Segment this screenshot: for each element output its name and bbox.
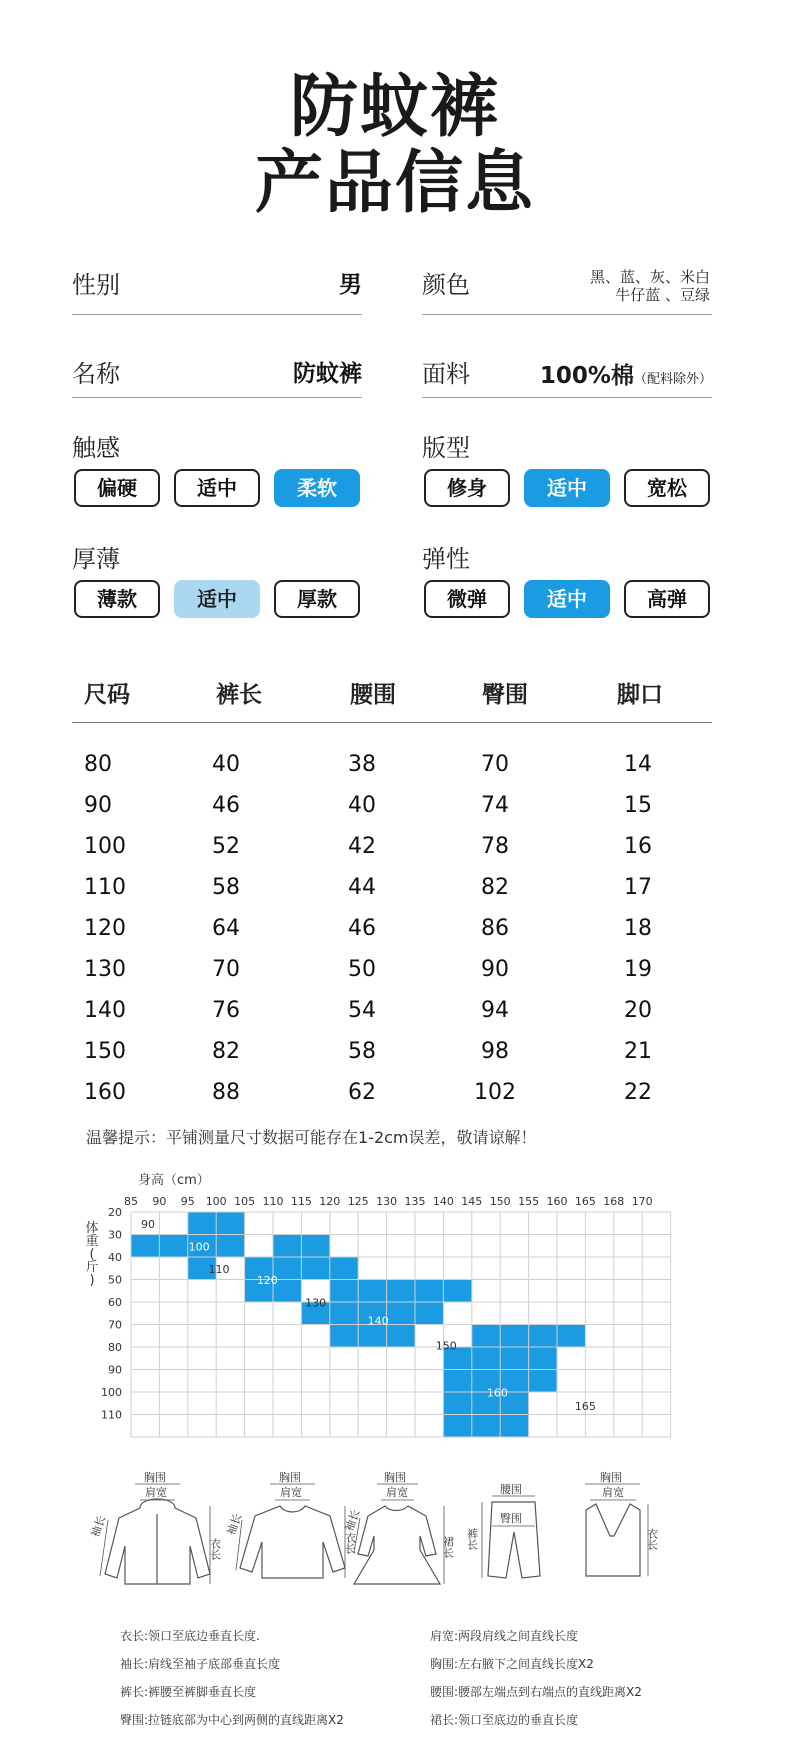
g2-chest-label: 胸围 (279, 1471, 301, 1484)
chart-y-tick: 60 (108, 1296, 122, 1309)
table-header-hem: 脚口 (617, 682, 663, 708)
chart-y-title-char: ( (89, 1247, 95, 1262)
thickness-option-thin: 薄款 (74, 580, 160, 618)
table-header-waist: 腰围 (350, 682, 396, 708)
table-cell-size: 160 (84, 1080, 126, 1105)
g1-length-label: 衣长 (208, 1538, 222, 1560)
table-cell-length: 64 (212, 916, 240, 941)
table-header-size: 尺码 (84, 682, 130, 708)
table-cell-hem: 15 (624, 793, 652, 818)
chart-y-title-char: 体 (85, 1221, 99, 1236)
table-cell-waist: 38 (348, 752, 376, 777)
name-label: 名称 (72, 360, 120, 388)
table-cell-hem: 21 (624, 1039, 652, 1064)
table-cell-length: 70 (212, 957, 240, 982)
g2-sleeve-label: 袖长 (224, 1511, 245, 1538)
feel-option-medium: 适中 (174, 469, 260, 507)
def-garment-length: 衣长:领口至底边垂直长度. (120, 1629, 260, 1643)
page-title-line1: 防蚊裤 (289, 68, 500, 147)
table-cell-waist: 42 (348, 834, 376, 859)
elasticity-option-high: 高弹 (624, 580, 710, 618)
table-cell-length: 76 (212, 998, 240, 1023)
table-cell-size: 100 (84, 834, 126, 859)
chart-size-block (443, 1370, 471, 1393)
table-cell-length: 40 (212, 752, 240, 777)
table-cell-size: 90 (84, 793, 112, 818)
color-rule (422, 314, 712, 315)
fit-option-regular: 适中 (524, 469, 610, 507)
def-skirt-length: 裙长:领口至底边的垂直长度 (430, 1713, 579, 1727)
chart-x-tick: 160 (546, 1195, 568, 1208)
chart-size-label: 100 (188, 1240, 210, 1254)
table-header-hip: 臀围 (482, 682, 528, 708)
table-cell-hip: 94 (481, 998, 509, 1023)
chart-y-tick: 20 (108, 1206, 122, 1219)
table-cell-hem: 14 (624, 752, 652, 777)
elasticity-option-slight: 微弹 (424, 580, 510, 618)
table-cell-length: 52 (212, 834, 240, 859)
fit-option-loose: 宽松 (624, 469, 710, 507)
fabric-note: （配料除外） (633, 372, 712, 387)
chart-x-tick: 140 (432, 1195, 454, 1208)
color-value (520, 268, 710, 304)
jacket-diagram (88, 1470, 222, 1584)
name-rule (72, 397, 362, 398)
thickness-option-thick: 厚款 (274, 580, 360, 618)
chart-x-tick: 85 (124, 1195, 138, 1208)
chart-x-tick: 150 (489, 1195, 511, 1208)
measurement-note: 温馨提示：平铺测量尺寸数据可能存在1-2cm误差，敬请谅解！ (86, 1128, 537, 1147)
g3-sleeve-label: 袖长 (342, 1507, 363, 1534)
fabric-rule (422, 397, 712, 398)
chart-x-tick: 135 (404, 1195, 426, 1208)
g5-chest-label: 胸围 (600, 1471, 622, 1484)
def-shoulder-width: 肩宽:两段肩线之间直线长度 (430, 1629, 579, 1643)
table-cell-length: 82 (212, 1039, 240, 1064)
elasticity-option-medium: 适中 (524, 580, 610, 618)
chart-size-block (500, 1325, 585, 1348)
height-weight-chart (0, 1170, 790, 1450)
fabric-percent: 100%棉 (539, 363, 634, 389)
g3-length-label: 裙长 (441, 1536, 455, 1558)
table-cell-size: 80 (84, 752, 112, 777)
g5-length-label: 衣长 (645, 1528, 659, 1550)
g1-sleeve-label: 袖长 (88, 1513, 109, 1540)
def-chest: 胸围:左右腋下之间直线长度X2 (430, 1657, 594, 1671)
table-cell-hem: 20 (624, 998, 652, 1023)
table-cell-hem: 17 (624, 875, 652, 900)
chart-x-tick: 155 (518, 1195, 540, 1208)
table-header-rule (72, 722, 712, 723)
table-cell-waist: 46 (348, 916, 376, 941)
table-cell-waist: 40 (348, 793, 376, 818)
chart-size-label: 165 (574, 1400, 596, 1413)
chart-y-tick: 40 (108, 1251, 122, 1264)
chart-y-tick: 100 (101, 1386, 122, 1399)
table-cell-waist: 62 (348, 1080, 376, 1105)
chart-size-label: 150 (435, 1339, 457, 1353)
table-cell-hem: 19 (624, 957, 652, 982)
thickness-option-medium: 适中 (174, 580, 260, 618)
feel-label: 触感 (72, 434, 120, 462)
pants-diagram (466, 1483, 541, 1578)
chart-size-block (472, 1370, 557, 1393)
fit-label: 版型 (422, 434, 470, 462)
chart-size-label: 110 (208, 1262, 230, 1276)
table-cell-size: 140 (84, 998, 126, 1023)
table-cell-hip: 82 (481, 875, 509, 900)
table-cell-hem: 22 (624, 1080, 652, 1105)
gender-value: 男 (339, 272, 362, 298)
elasticity-label: 弹性 (422, 545, 470, 573)
g3-shoulder-label: 肩宽 (386, 1486, 408, 1499)
color-value-line2: 牛仔蓝 、豆绿 (615, 286, 710, 304)
chart-x-tick: 105 (234, 1195, 256, 1208)
chart-y-title-char: ) (89, 1273, 95, 1288)
table-cell-size: 110 (84, 875, 126, 900)
dress-diagram (342, 1470, 455, 1584)
table-cell-size: 130 (84, 957, 126, 982)
chart-size-label: 120 (256, 1274, 278, 1287)
fabric-label: 面料 (422, 360, 470, 388)
color-label: 颜色 (422, 271, 470, 299)
chart-y-title-char: 斤 (85, 1260, 99, 1275)
table-cell-length: 88 (212, 1080, 240, 1105)
chart-x-tick: 90 (152, 1195, 167, 1208)
table-header-length: 裤长 (216, 682, 262, 708)
g2-length-label: 衣长 (343, 1532, 357, 1554)
chart-size-block (472, 1325, 500, 1348)
chart-x-tick: 165 (574, 1195, 596, 1208)
chart-x-tick: 110 (262, 1195, 284, 1208)
chart-size-label: 140 (367, 1314, 389, 1328)
table-cell-hem: 16 (624, 834, 652, 859)
table-cell-size: 120 (84, 916, 126, 941)
fit-option-slim: 修身 (424, 469, 510, 507)
chart-x-tick: 95 (180, 1195, 195, 1208)
chart-x-tick: 115 (290, 1195, 312, 1208)
table-cell-waist: 54 (348, 998, 376, 1023)
chart-size-block (330, 1325, 358, 1348)
chart-size-block (472, 1347, 557, 1370)
g2-shoulder-label: 肩宽 (280, 1486, 302, 1499)
g5-shoulder-label: 肩宽 (602, 1486, 624, 1499)
vest-diagram (585, 1470, 659, 1576)
g3-chest-label: 胸围 (384, 1471, 406, 1484)
chart-x-tick: 120 (319, 1195, 341, 1208)
chart-y-tick: 70 (108, 1318, 122, 1332)
table-cell-length: 58 (212, 875, 240, 900)
chart-y-tick: 90 (108, 1363, 122, 1377)
chart-y-tick: 50 (108, 1273, 122, 1287)
table-cell-hip: 74 (481, 793, 509, 818)
table-cell-waist: 44 (348, 875, 376, 900)
table-cell-hip: 98 (481, 1039, 509, 1064)
table-cell-waist: 58 (348, 1039, 376, 1064)
table-cell-waist: 50 (348, 957, 376, 982)
feel-option-soft: 柔软 (274, 469, 360, 507)
g1-shoulder-label: 肩宽 (145, 1486, 167, 1499)
table-cell-hem: 18 (624, 916, 652, 941)
table-cell-length: 46 (212, 793, 240, 818)
fabric-value (520, 357, 712, 390)
chart-size-label: 130 (305, 1296, 327, 1310)
chart-y-tick: 80 (108, 1341, 122, 1354)
garment-diagrams (0, 1466, 790, 1606)
chart-x-title: 身高（cm） (138, 1173, 210, 1188)
g4-hip-label: 臀围 (500, 1512, 522, 1525)
chart-size-label: 90 (141, 1217, 156, 1231)
chart-size-block (443, 1280, 471, 1303)
def-sleeve-length: 袖长:肩线至袖子底部垂直长度 (120, 1657, 281, 1671)
chart-x-tick: 125 (347, 1195, 369, 1208)
chart-x-tick: 168 (603, 1195, 625, 1208)
page-title-line2: 产品信息 (254, 144, 535, 223)
chart-size-label: 160 (486, 1386, 508, 1400)
table-cell-hip: 102 (474, 1080, 516, 1105)
g1-chest-label: 胸围 (144, 1471, 166, 1484)
chart-x-tick: 145 (461, 1195, 483, 1208)
chart-x-tick: 130 (376, 1195, 398, 1208)
feel-option-hard: 偏硬 (74, 469, 160, 507)
table-cell-hip: 70 (481, 752, 509, 777)
def-hip: 臀围:拉链底部为中心到两侧的直线距离X2 (120, 1713, 344, 1727)
thickness-label: 厚薄 (72, 545, 120, 573)
chart-y-title-char: 重 (85, 1234, 99, 1249)
chart-y-tick: 30 (108, 1228, 122, 1242)
table-cell-hip: 86 (481, 916, 509, 941)
def-pants-length: 裤长:裤腰至裤脚垂直长度 (120, 1685, 257, 1699)
table-cell-hip: 90 (481, 957, 509, 982)
chart-x-tick: 100 (205, 1195, 227, 1208)
gender-label: 性别 (72, 271, 120, 299)
chart-y-tick: 110 (101, 1408, 122, 1422)
table-cell-size: 150 (84, 1039, 126, 1064)
name-value: 防蚊裤 (293, 361, 362, 387)
g4-pants-label: 裤长 (465, 1528, 479, 1550)
def-waist: 腰围:腰部左端点到右端点的直线距离X2 (430, 1685, 642, 1699)
table-cell-hip: 78 (481, 834, 509, 859)
g4-waist-label: 腰围 (500, 1483, 522, 1496)
chart-x-tick: 170 (631, 1195, 653, 1208)
sweater-diagram (224, 1470, 357, 1578)
gender-rule (72, 314, 362, 315)
color-value-line1: 黑、蓝、灰、米白 (589, 268, 710, 286)
